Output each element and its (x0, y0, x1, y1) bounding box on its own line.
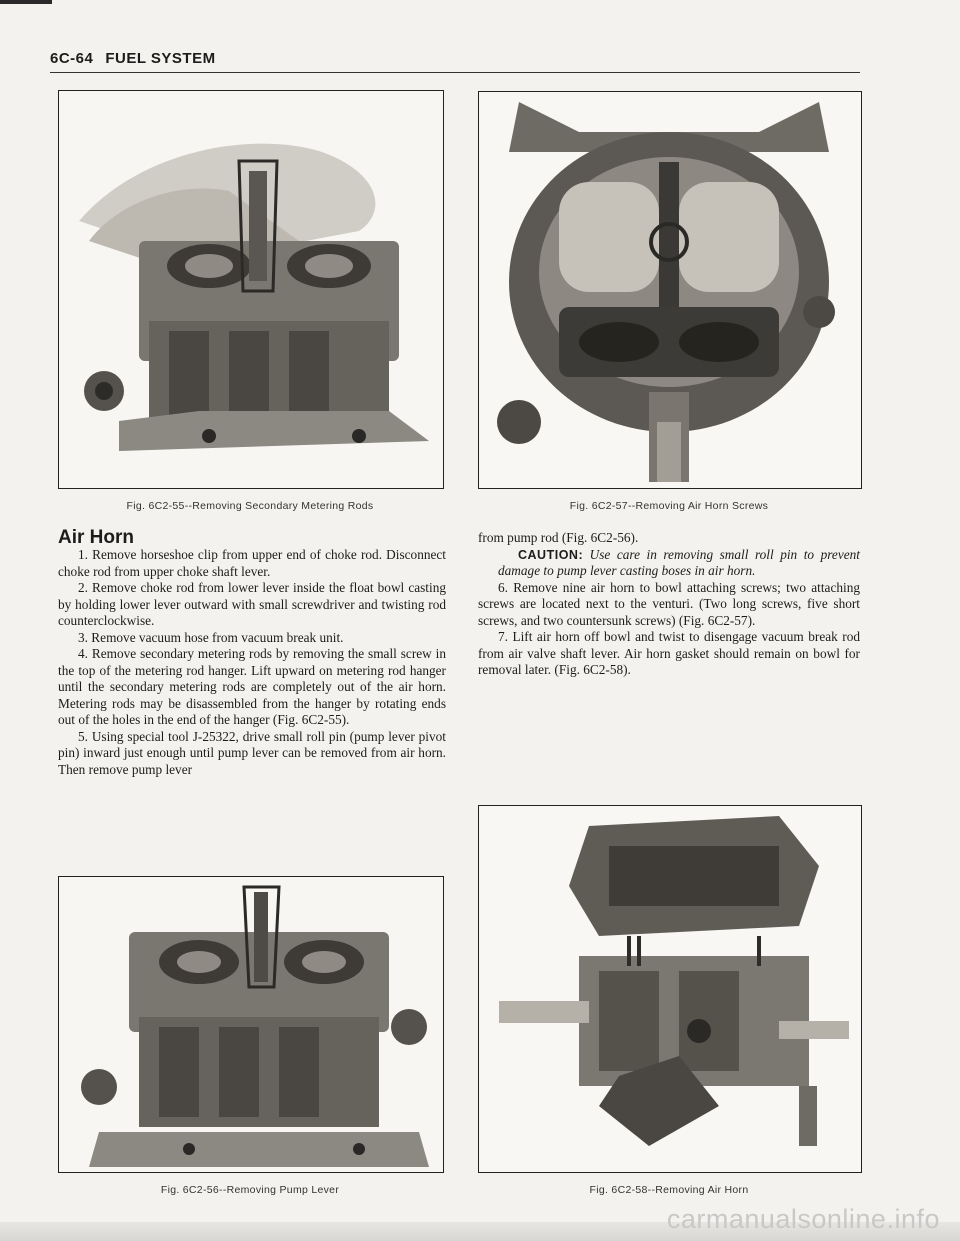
carburetor-photo-58 (479, 806, 861, 1172)
carburetor-photo-56 (59, 877, 443, 1172)
step-4: 4. Remove secondary metering rods by removing the small screw in the top of the metering rod hanger. Lift upward on metering rod hanger until the secondary metering rods are completely out of the air horn. Metering rods may be disassembled from the hanger by rotating ends out of the holes in the end of the hanger (Fig. 6C2-55). (58, 646, 446, 727)
figure-6c2-58-photo (478, 805, 862, 1173)
carburetor-photo-57 (479, 92, 861, 488)
caption-fig-6c2-58: Fig. 6C2-58--Removing Air Horn (589, 1184, 749, 1196)
caption-fig-6c2-56: Fig. 6C2-56--Removing Pump Lever (160, 1184, 340, 1196)
page-header (50, 50, 860, 76)
caption-fig-6c2-57: Fig. 6C2-57--Removing Air Horn Screws (569, 500, 769, 512)
right-column-text (478, 530, 860, 679)
step-7: 7. Lift air horn off bowl and twist to disengage vacuum break rod from air valve shaft lever. Air horn gasket should remain on bowl for removal later. (Fig. 6C2-58). (478, 629, 860, 677)
caption-fig-6c2-55: Fig. 6C2-55--Removing Secondary Metering Rods (126, 500, 374, 512)
caution-label: CAUTION: (518, 547, 584, 562)
step-3: 3. Remove vacuum hose from vacuum break unit. (78, 629, 344, 645)
section-name: FUEL SYSTEM (105, 50, 216, 67)
figure-6c2-57-photo (478, 91, 862, 489)
corner-mark (0, 0, 52, 4)
carburetor-photo-55 (59, 91, 443, 488)
step-5: 5. Using special tool J-25322, drive small roll pin (pump lever pivot pin) inward just enough until pump lever can be removed from air horn. Then remove pump lever (58, 728, 446, 777)
figure-6c2-56-photo (58, 876, 444, 1173)
section-title: Air Horn (58, 527, 134, 548)
step-5-continuation: from pump rod (Fig. 6C2-56). (478, 530, 639, 545)
step-1: 1. Remove horseshoe clip from upper end of choke rod. Disconnect choke rod from upper choke shaft lever. (58, 547, 446, 579)
page-number: 6C-64 (50, 50, 94, 67)
header-rule (50, 72, 860, 73)
left-column-text (58, 547, 446, 778)
watermark: carmanualsonline.info (666, 1204, 940, 1234)
step-2: 2. Remove choke rod from lower lever inside the float bowl casting by holding lower lever outward with small screwdriver and twisting rod counterclockwise. (58, 580, 446, 628)
figure-6c2-55-photo (58, 90, 444, 489)
caution-note (478, 547, 860, 580)
caution-text: Use care in removing small roll pin to prevent damage to pump lever casting boses in air horn. (498, 546, 860, 578)
step-6: 6. Remove nine air horn to bowl attaching screws; two attaching screws are located next to the venturi. (Two long screws, five short screws, and two countersunk screws) (Fig. 6C2-57). (478, 579, 860, 628)
header-text (50, 50, 216, 67)
